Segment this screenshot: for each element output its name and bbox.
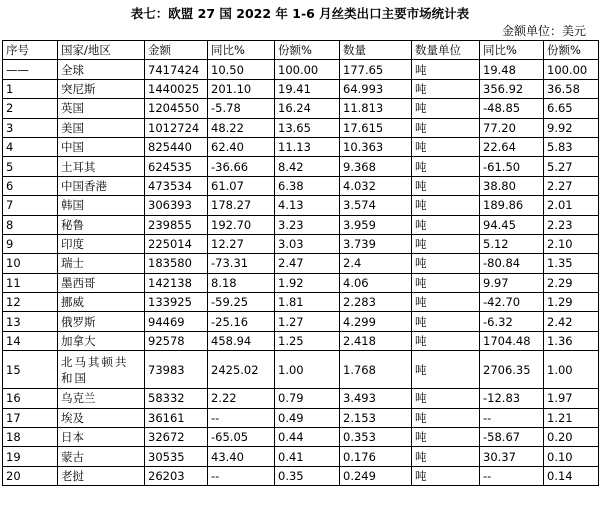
cell-amount: 825440: [145, 137, 208, 156]
cell-quantity-share: 2.10: [544, 234, 599, 253]
cell-quantity-unit: 吨: [412, 447, 480, 466]
cell-country: 土耳其: [58, 157, 145, 176]
cell-quantity: 9.368: [340, 157, 412, 176]
cell-country: 老挝: [58, 466, 145, 485]
cell-quantity-share: 1.35: [544, 254, 599, 273]
table-row: [3, 99, 599, 118]
cell-country: 韩国: [58, 196, 145, 215]
cell-amount-yoy: 2.22: [208, 389, 275, 408]
cell-quantity-share: 1.29: [544, 293, 599, 312]
cell-index: 10: [3, 254, 58, 273]
cell-amount-share: 8.42: [275, 157, 340, 176]
cell-quantity: 1.768: [340, 351, 412, 389]
cell-index: 5: [3, 157, 58, 176]
cell-amount: 1012724: [145, 118, 208, 137]
table-row: [3, 466, 599, 485]
cell-quantity-yoy: 2706.35: [480, 351, 544, 389]
cell-quantity-unit: 吨: [412, 79, 480, 98]
cell-amount-yoy: 201.10: [208, 79, 275, 98]
table-row: [3, 176, 599, 195]
cell-country: 北马其顿共和国: [58, 351, 145, 389]
cell-country: 墨西哥: [58, 273, 145, 292]
cell-amount-yoy: 178.27: [208, 196, 275, 215]
cell-quantity-unit: 吨: [412, 428, 480, 447]
cell-quantity-share: 9.92: [544, 118, 599, 137]
table-row: [3, 215, 599, 234]
cell-amount-share: 19.41: [275, 79, 340, 98]
cell-amount: 1440025: [145, 79, 208, 98]
cell-amount: 36161: [145, 408, 208, 427]
cell-index: 3: [3, 118, 58, 137]
cell-country: 蒙古: [58, 447, 145, 466]
cell-amount-share: 1.25: [275, 331, 340, 350]
table-row: [3, 331, 599, 350]
table-row: [3, 118, 599, 137]
cell-amount: 1204550: [145, 99, 208, 118]
cell-index: 19: [3, 447, 58, 466]
cell-quantity-yoy: 356.92: [480, 79, 544, 98]
cell-amount-yoy: -73.31: [208, 254, 275, 273]
cell-quantity-share: 2.23: [544, 215, 599, 234]
cell-country: 印度: [58, 234, 145, 253]
cell-quantity-yoy: -80.84: [480, 254, 544, 273]
cell-amount: 183580: [145, 254, 208, 273]
cell-amount-yoy: -25.16: [208, 312, 275, 331]
cell-country: 突尼斯: [58, 79, 145, 98]
table-row: [3, 234, 599, 253]
unit-note: 金额单位：美元: [501, 24, 586, 38]
cell-quantity-yoy: 1704.48: [480, 331, 544, 350]
cell-quantity-unit: 吨: [412, 234, 480, 253]
cell-quantity-share: 5.83: [544, 137, 599, 156]
cell-country: 加拿大: [58, 331, 145, 350]
cell-quantity: 3.493: [340, 389, 412, 408]
cell-index: 1: [3, 79, 58, 98]
header-cell-quantity: 数量: [340, 41, 412, 60]
cell-quantity: 64.993: [340, 79, 412, 98]
cell-quantity-unit: 吨: [412, 408, 480, 427]
cell-amount-share: 1.81: [275, 293, 340, 312]
cell-quantity-unit: 吨: [412, 254, 480, 273]
cell-country: 乌克兰: [58, 389, 145, 408]
cell-amount-yoy: 8.18: [208, 273, 275, 292]
cell-amount-share: 2.47: [275, 254, 340, 273]
cell-quantity-share: 0.10: [544, 447, 599, 466]
cell-amount-share: 16.24: [275, 99, 340, 118]
table-row: [3, 60, 599, 79]
cell-index: 7: [3, 196, 58, 215]
cell-country: 中国: [58, 137, 145, 156]
cell-quantity-share: 0.14: [544, 466, 599, 485]
cell-amount-share: 0.44: [275, 428, 340, 447]
cell-amount-share: 0.41: [275, 447, 340, 466]
cell-quantity-unit: 吨: [412, 215, 480, 234]
cell-index: 8: [3, 215, 58, 234]
cell-amount: 473534: [145, 176, 208, 195]
cell-country: 埃及: [58, 408, 145, 427]
cell-amount-yoy: -59.25: [208, 293, 275, 312]
cell-quantity-yoy: 9.97: [480, 273, 544, 292]
cell-amount-yoy: 10.50: [208, 60, 275, 79]
cell-quantity-share: 100.00: [544, 60, 599, 79]
cell-quantity: 4.299: [340, 312, 412, 331]
cell-quantity-share: 5.27: [544, 157, 599, 176]
cell-amount: 306393: [145, 196, 208, 215]
cell-quantity-unit: 吨: [412, 466, 480, 485]
cell-amount-share: 3.23: [275, 215, 340, 234]
cell-quantity-share: 1.97: [544, 389, 599, 408]
cell-amount-yoy: 192.70: [208, 215, 275, 234]
cell-country: 美国: [58, 118, 145, 137]
cell-quantity-share: 0.20: [544, 428, 599, 447]
header-cell-index: 序号: [3, 41, 58, 60]
cell-amount-share: 3.03: [275, 234, 340, 253]
cell-quantity: 0.176: [340, 447, 412, 466]
cell-amount: 73983: [145, 351, 208, 389]
cell-amount-share: 100.00: [275, 60, 340, 79]
table-row: [3, 157, 599, 176]
cell-quantity-yoy: -58.67: [480, 428, 544, 447]
cell-amount-yoy: 458.94: [208, 331, 275, 350]
cell-amount-yoy: 2425.02: [208, 351, 275, 389]
cell-amount-share: 13.65: [275, 118, 340, 137]
cell-amount: 94469: [145, 312, 208, 331]
table-row: [3, 351, 599, 389]
cell-quantity-yoy: -61.50: [480, 157, 544, 176]
cell-amount-yoy: 48.22: [208, 118, 275, 137]
cell-quantity-unit: 吨: [412, 176, 480, 195]
cell-quantity: 0.249: [340, 466, 412, 485]
cell-amount: 624535: [145, 157, 208, 176]
cell-quantity: 3.574: [340, 196, 412, 215]
cell-amount: 26203: [145, 466, 208, 485]
cell-amount-yoy: --: [208, 408, 275, 427]
header-cell-quantity-unit: 数量单位: [412, 41, 480, 60]
cell-amount: 58332: [145, 389, 208, 408]
cell-quantity: 2.4: [340, 254, 412, 273]
table-row: [3, 196, 599, 215]
cell-quantity-share: 6.65: [544, 99, 599, 118]
cell-quantity: 4.06: [340, 273, 412, 292]
header-cell-country: 国家/地区: [58, 41, 145, 60]
cell-index: 13: [3, 312, 58, 331]
cell-quantity: 2.153: [340, 408, 412, 427]
cell-quantity: 10.363: [340, 137, 412, 156]
cell-amount-share: 11.13: [275, 137, 340, 156]
cell-amount: 225014: [145, 234, 208, 253]
cell-quantity-unit: 吨: [412, 389, 480, 408]
cell-amount-share: 1.00: [275, 351, 340, 389]
cell-index: 18: [3, 428, 58, 447]
cell-quantity-share: 1.00: [544, 351, 599, 389]
cell-amount-share: 0.49: [275, 408, 340, 427]
cell-quantity-share: 1.21: [544, 408, 599, 427]
cell-amount-share: 1.27: [275, 312, 340, 331]
cell-quantity-share: 2.42: [544, 312, 599, 331]
cell-index: 20: [3, 466, 58, 485]
cell-quantity-yoy: 189.86: [480, 196, 544, 215]
cell-quantity-yoy: 94.45: [480, 215, 544, 234]
table-row: [3, 293, 599, 312]
cell-amount-yoy: --: [208, 466, 275, 485]
cell-quantity-yoy: -42.70: [480, 293, 544, 312]
cell-amount-yoy: 62.40: [208, 137, 275, 156]
cell-country: 日本: [58, 428, 145, 447]
cell-index: 11: [3, 273, 58, 292]
cell-amount-share: 4.13: [275, 196, 340, 215]
cell-country: 英国: [58, 99, 145, 118]
cell-quantity-share: 1.36: [544, 331, 599, 350]
cell-quantity-unit: 吨: [412, 351, 480, 389]
cell-quantity-unit: 吨: [412, 60, 480, 79]
cell-amount-yoy: 43.40: [208, 447, 275, 466]
cell-amount-yoy: 61.07: [208, 176, 275, 195]
cell-quantity-share: 2.01: [544, 196, 599, 215]
cell-quantity-yoy: 5.12: [480, 234, 544, 253]
cell-amount-yoy: 12.27: [208, 234, 275, 253]
table-row: [3, 79, 599, 98]
cell-quantity-unit: 吨: [412, 137, 480, 156]
cell-quantity: 11.813: [340, 99, 412, 118]
cell-quantity: 177.65: [340, 60, 412, 79]
cell-index: 12: [3, 293, 58, 312]
cell-index: 9: [3, 234, 58, 253]
table-row: [3, 137, 599, 156]
cell-quantity-yoy: 30.37: [480, 447, 544, 466]
cell-amount: 142138: [145, 273, 208, 292]
cell-quantity-yoy: 22.64: [480, 137, 544, 156]
cell-index: ——: [3, 60, 58, 79]
cell-amount-share: 0.79: [275, 389, 340, 408]
cell-quantity-unit: 吨: [412, 293, 480, 312]
table-title: 表七：欧盟 27 国 2022 年 1-6 月丝类出口主要市场统计表: [130, 6, 470, 21]
cell-quantity-yoy: 77.20: [480, 118, 544, 137]
cell-amount: 92578: [145, 331, 208, 350]
table-row: [3, 254, 599, 273]
cell-country: 秘鲁: [58, 215, 145, 234]
table-row: [3, 408, 599, 427]
cell-quantity-yoy: --: [480, 408, 544, 427]
table-row: [3, 273, 599, 292]
cell-index: 16: [3, 389, 58, 408]
cell-index: 2: [3, 99, 58, 118]
cell-index: 4: [3, 137, 58, 156]
cell-country: 挪威: [58, 293, 145, 312]
cell-quantity-unit: 吨: [412, 273, 480, 292]
cell-index: 15: [3, 351, 58, 389]
header-cell-quantity-yoy: 同比%: [480, 41, 544, 60]
cell-country: 全球: [58, 60, 145, 79]
cell-quantity-share: 2.29: [544, 273, 599, 292]
cell-quantity-yoy: -6.32: [480, 312, 544, 331]
cell-country: 俄罗斯: [58, 312, 145, 331]
header-cell-quantity-share: 份额%: [544, 41, 599, 60]
cell-quantity-yoy: 38.80: [480, 176, 544, 195]
cell-amount: 30535: [145, 447, 208, 466]
cell-quantity-unit: 吨: [412, 157, 480, 176]
table-row: [3, 389, 599, 408]
cell-quantity-unit: 吨: [412, 118, 480, 137]
cell-quantity-yoy: 19.48: [480, 60, 544, 79]
table-row: [3, 447, 599, 466]
cell-quantity-yoy: -48.85: [480, 99, 544, 118]
cell-amount: 239855: [145, 215, 208, 234]
cell-quantity-share: 2.27: [544, 176, 599, 195]
header-row: [3, 41, 599, 60]
cell-country: 中国香港: [58, 176, 145, 195]
cell-index: 17: [3, 408, 58, 427]
header-cell-amount-share: 份额%: [275, 41, 340, 60]
header-cell-amount-yoy: 同比%: [208, 41, 275, 60]
cell-quantity: 2.283: [340, 293, 412, 312]
cell-amount-yoy: -65.05: [208, 428, 275, 447]
cell-amount-share: 0.35: [275, 466, 340, 485]
cell-quantity-share: 36.58: [544, 79, 599, 98]
cell-quantity-unit: 吨: [412, 331, 480, 350]
cell-country: 瑞士: [58, 254, 145, 273]
cell-quantity: 3.959: [340, 215, 412, 234]
cell-quantity: 3.739: [340, 234, 412, 253]
table-row: [3, 428, 599, 447]
cell-quantity: 2.418: [340, 331, 412, 350]
cell-quantity-unit: 吨: [412, 196, 480, 215]
cell-quantity-yoy: --: [480, 466, 544, 485]
header-cell-amount: 金额: [145, 41, 208, 60]
cell-amount: 32672: [145, 428, 208, 447]
cell-quantity: 0.353: [340, 428, 412, 447]
cell-quantity-unit: 吨: [412, 99, 480, 118]
cell-quantity-unit: 吨: [412, 312, 480, 331]
cell-quantity: 17.615: [340, 118, 412, 137]
cell-amount-yoy: -5.78: [208, 99, 275, 118]
cell-amount: 7417424: [145, 60, 208, 79]
export-market-table: [2, 40, 599, 486]
cell-amount-share: 6.38: [275, 176, 340, 195]
cell-quantity: 4.032: [340, 176, 412, 195]
cell-index: 6: [3, 176, 58, 195]
cell-index: 14: [3, 331, 58, 350]
cell-quantity-yoy: -12.83: [480, 389, 544, 408]
cell-amount-yoy: -36.66: [208, 157, 275, 176]
cell-amount: 133925: [145, 293, 208, 312]
table-row: [3, 312, 599, 331]
cell-amount-share: 1.92: [275, 273, 340, 292]
table-body: [3, 60, 599, 486]
